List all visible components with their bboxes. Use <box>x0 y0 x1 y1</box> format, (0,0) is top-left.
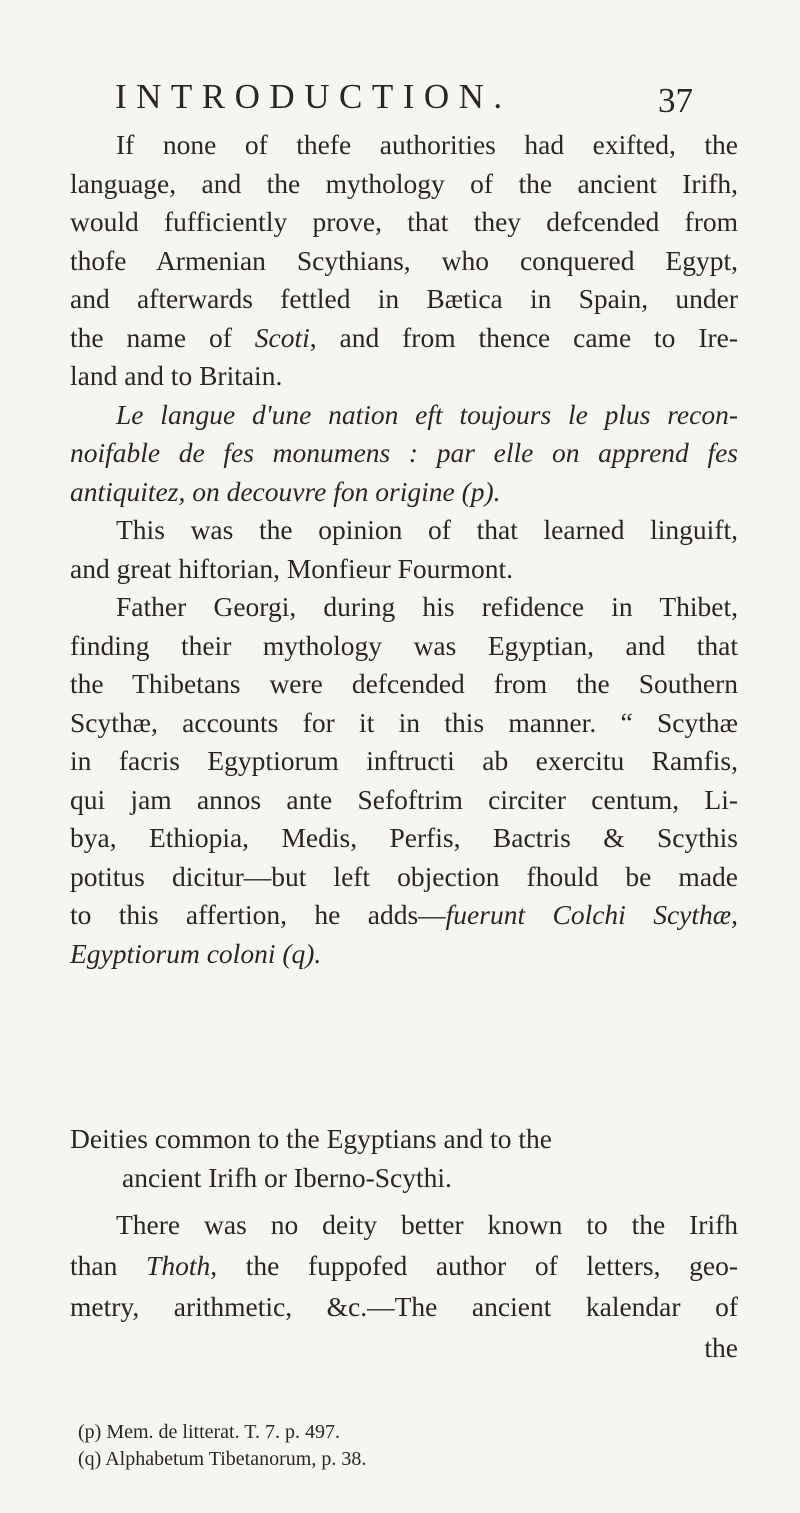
text-span: , and from thence came to Ire- <box>309 321 739 353</box>
text-span: than <box>70 1250 118 1281</box>
text-line: If none of thefe authorities had exifted, the <box>116 129 738 160</box>
text-line: would fufficiently prove, that they defcended from <box>70 206 738 237</box>
text-span: to this affertion, he adds— <box>70 899 446 930</box>
text-line: This was the opinion of that learned linguift, <box>116 514 738 545</box>
footnotes <box>78 1419 738 1473</box>
text-line: bya, Ethiopia, Medis, Perfis, Bactris & Scythis <box>70 822 738 853</box>
italic-phrase: fuerunt Colchi Scythæ, <box>445 899 739 930</box>
footnote-ref: (q). <box>282 937 322 969</box>
paragraph-3 <box>70 588 738 973</box>
text-line: metry, arithmetic, &c.—The ancient kalendar of <box>70 1291 738 1322</box>
text-line: Scythæ, accounts for it in this manner. “ Scythæ <box>70 706 738 738</box>
text-line <box>70 473 738 512</box>
text-line: and afterwards fettled in Bætica in Spain, under <box>70 283 738 314</box>
text-line: thofe Armenian Scythians, who conquered Egypt, <box>70 244 738 276</box>
page-header <box>0 72 800 122</box>
text-line: land and to Britain. <box>70 360 283 391</box>
text-line: in facris Egyptiorum inftructi ab exercitu Ramfis, <box>70 745 738 776</box>
footnote-ref: (p). <box>461 475 501 507</box>
section-heading <box>70 1118 738 1195</box>
text-line: finding their mythology was Egyptian, and that <box>70 629 738 661</box>
paragraph-2 <box>70 511 738 588</box>
text-line <box>70 935 738 974</box>
page-number: 37 <box>658 81 693 120</box>
text-line: and great hiftorian, Monfieur Fourmont. <box>70 552 513 584</box>
french-quote <box>70 396 738 512</box>
text-line <box>70 896 738 935</box>
text-line: There was no deity better known to the Irifh <box>116 1209 738 1240</box>
italic-term: Thoth <box>146 1250 211 1281</box>
running-title: INTRODUCTION. <box>115 77 512 116</box>
text-line: potitus dicitur—but left objection fhould be made <box>70 860 738 892</box>
text-line: Father Georgi, during his refidence in Thibet, <box>116 591 738 622</box>
text-line: the Thibetans were defcended from the Southern <box>70 668 738 699</box>
text-line <box>70 319 738 358</box>
footnote: (p) Mem. de litterat. T. 7. p. 497. <box>78 1421 340 1443</box>
text-span: , the fuppofed author of letters, geo- <box>210 1250 739 1281</box>
paragraph-1 <box>70 126 738 396</box>
text-line: Le langue d'une nation eft toujours le plus recon- <box>116 398 738 430</box>
footnote: (q) Alphabetum Tibetanorum, p. 38. <box>78 1448 367 1470</box>
text-span: antiquitez, on decouvre fon origine <box>70 475 455 507</box>
text-line <box>70 1245 738 1286</box>
body-text <box>70 126 738 973</box>
italic-phrase: Egyptiorum coloni <box>70 937 276 969</box>
heading-line: ancient Irifh or Iberno-Scythi. <box>122 1161 452 1193</box>
text-span: the name of <box>70 321 232 353</box>
text-line: noifable de fes monumens : par elle on apprend fes <box>70 437 738 468</box>
italic-term: Scoti <box>254 321 310 353</box>
text-line: language, and the mythology of the ancient Irifh, <box>70 167 738 199</box>
catchword: the <box>704 1332 738 1363</box>
text-line: qui jam annos ante Sefoftrim circiter centum, Li- <box>70 783 738 815</box>
paragraph-4 <box>70 1204 738 1368</box>
heading-line: Deities common to the Egyptians and to the <box>70 1123 552 1154</box>
